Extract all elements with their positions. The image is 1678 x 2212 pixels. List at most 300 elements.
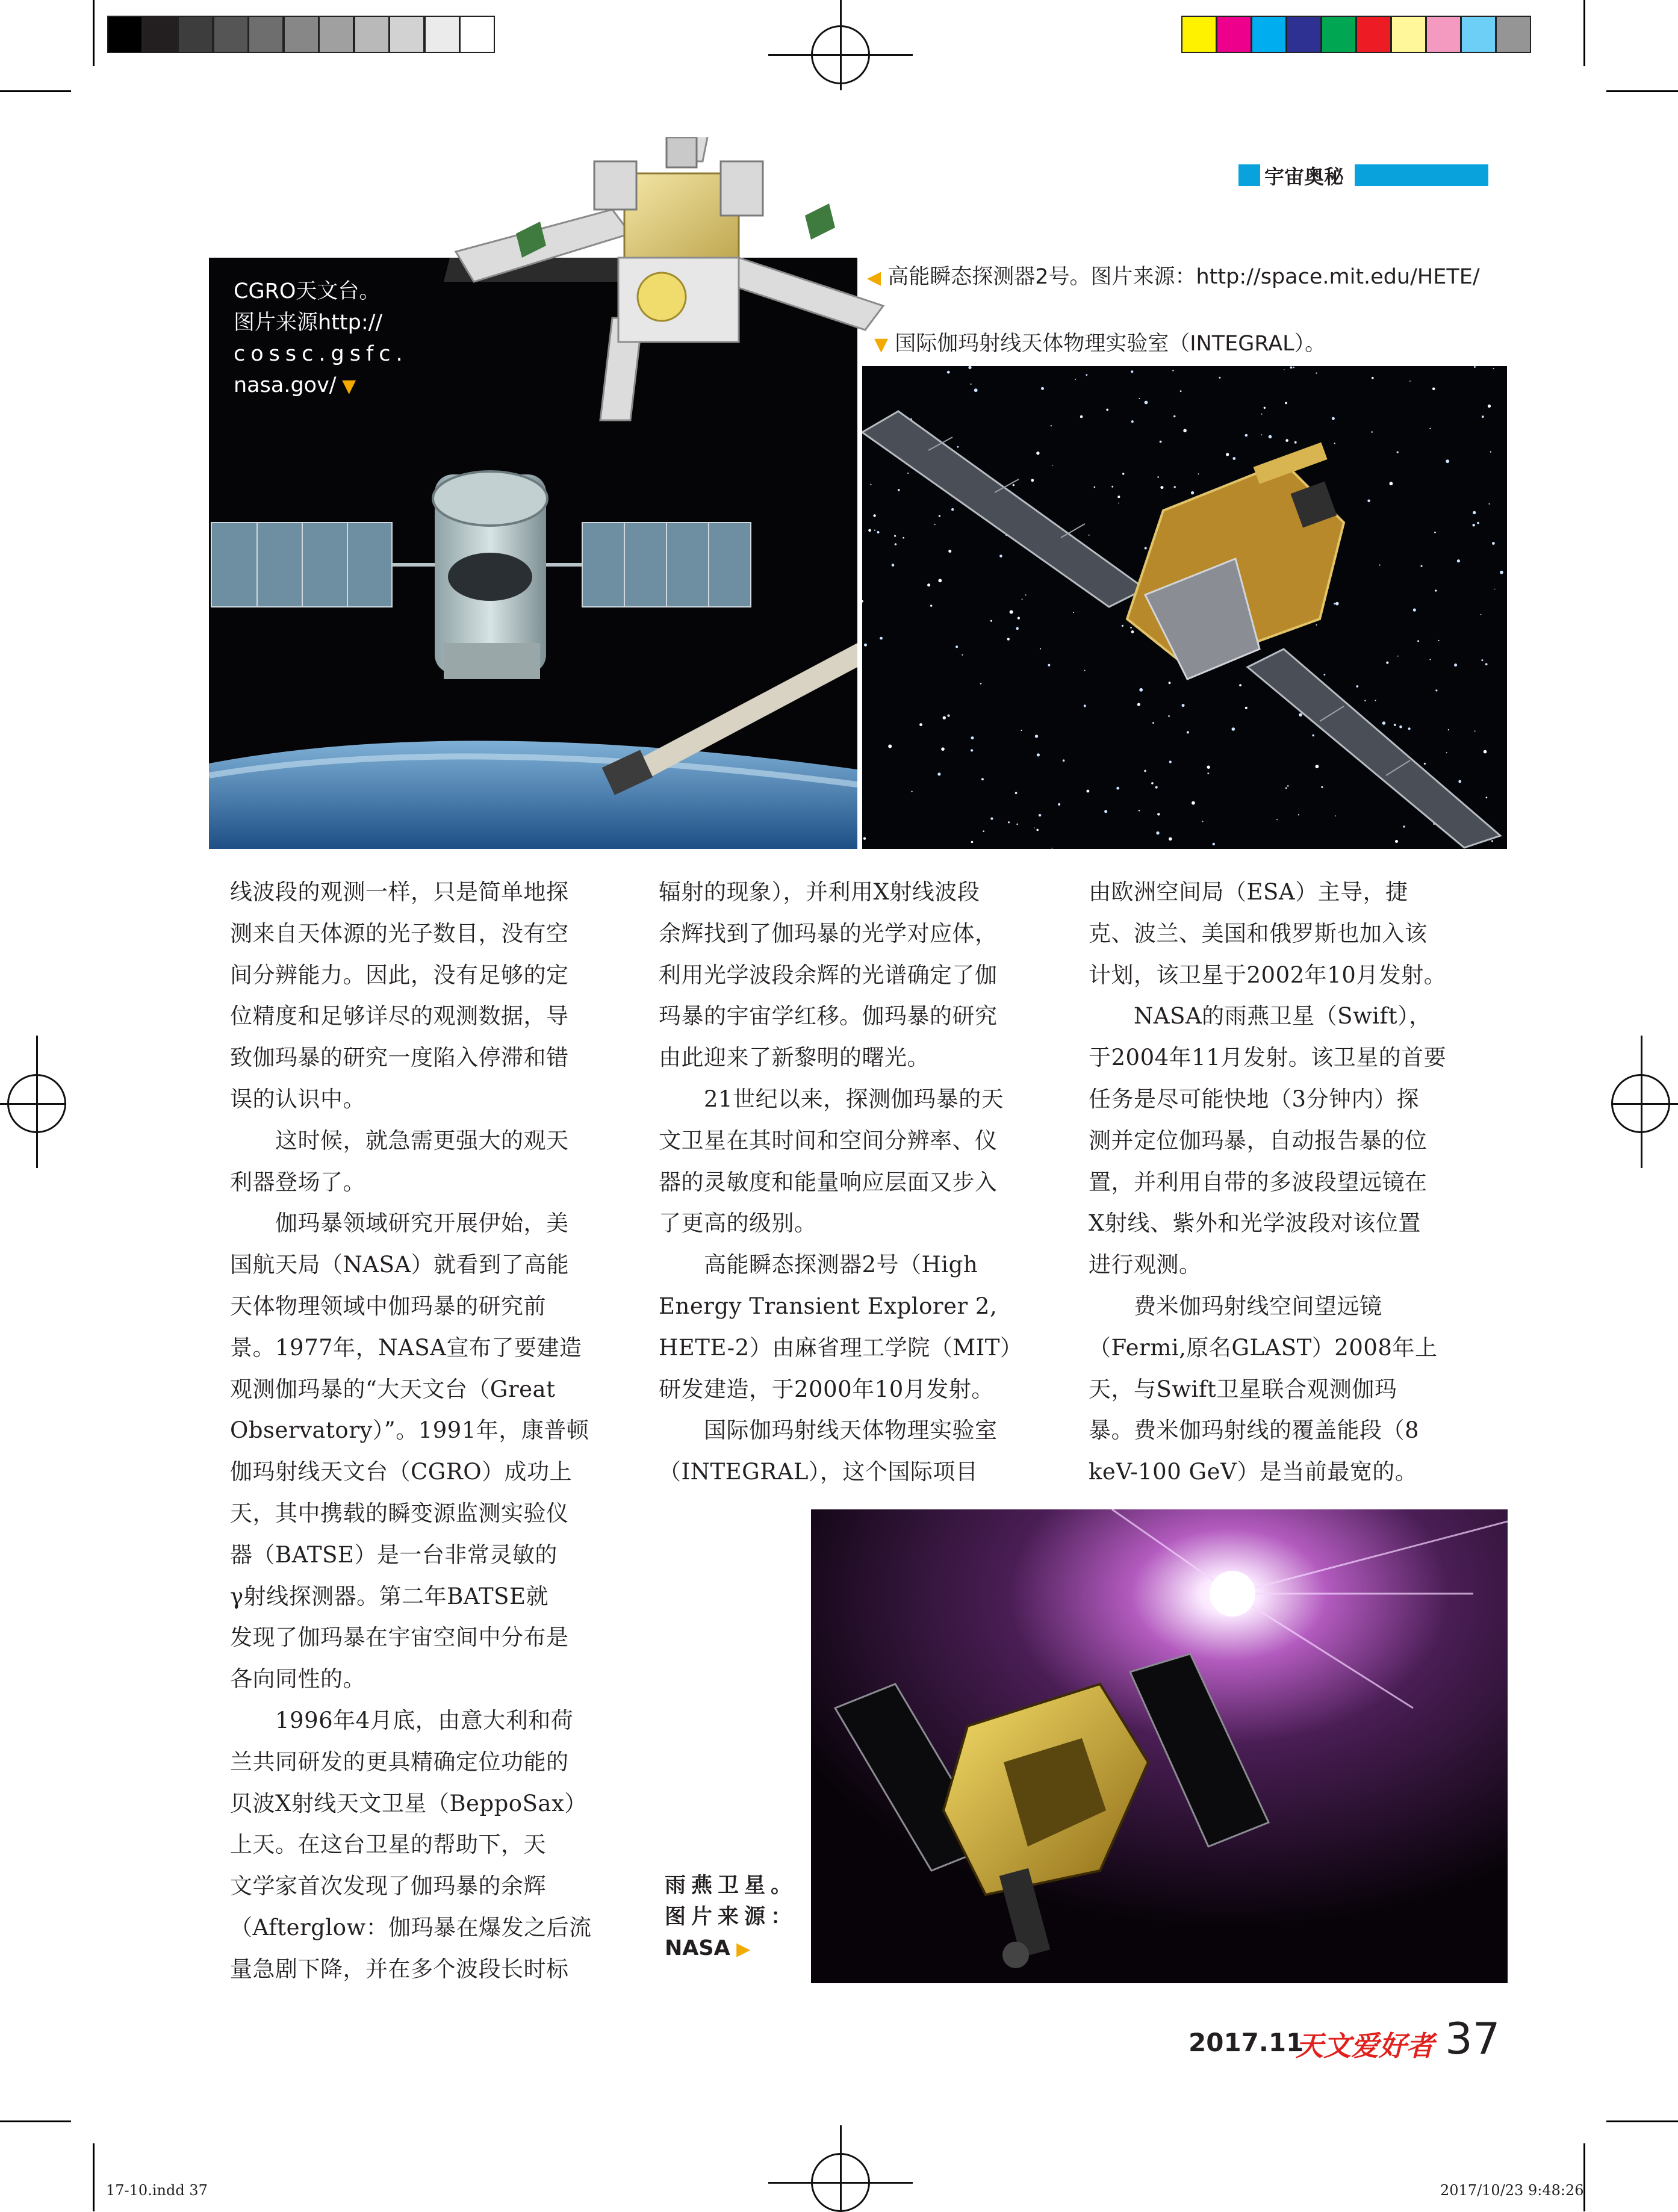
star [1226, 453, 1229, 456]
body-text-line: 位精度和足够详尽的观测数据，导 [230, 1003, 569, 1030]
star [1284, 369, 1285, 370]
star [1394, 724, 1396, 726]
star [1446, 459, 1449, 463]
star [1321, 786, 1323, 788]
hete2-render [450, 137, 895, 450]
star [1492, 542, 1495, 545]
body-text-line: 天，其中携载的瞬变源监测实验仪 [230, 1500, 569, 1526]
body-text-line: 研发建造，于2000年10月发射。 [659, 1376, 994, 1402]
body-text-line: X射线、紫外和光学波段对该位置 [1089, 1210, 1421, 1237]
swift-caption [665, 1870, 797, 1965]
section-tag-square [1238, 164, 1260, 186]
star [1080, 415, 1083, 418]
star [1075, 379, 1076, 380]
body-text-line: 天，与Swift卫星联合观测伽玛 [1089, 1376, 1397, 1402]
body-text-line: γ射线探测器。第二年BATSE就 [230, 1583, 549, 1609]
gray-swatch [319, 16, 354, 53]
star [1312, 735, 1314, 737]
body-text-line: 于2004年11月发射。该卫星的首要 [1089, 1045, 1447, 1071]
star [1016, 824, 1018, 825]
star [1117, 496, 1120, 498]
star [1494, 589, 1496, 590]
star [971, 841, 974, 843]
star [1485, 663, 1488, 665]
body-text-line: Energy Transient Explorer 2, [659, 1293, 998, 1319]
body-text-line: 量急剧下降，并在多个波段长时标 [230, 1956, 569, 1982]
star [1403, 825, 1405, 827]
star [1285, 788, 1287, 789]
star [1151, 782, 1154, 784]
body-text-line: 这时候，就急需更强大的观天 [230, 1127, 569, 1154]
star [1145, 547, 1147, 550]
star [1261, 434, 1263, 435]
body-text-line: 上天。在这台卫星的帮助下，天 [230, 1831, 546, 1858]
star [868, 529, 871, 532]
star [1438, 640, 1440, 641]
star [962, 654, 963, 656]
right-triangle-icon: ▶ [730, 1939, 751, 1960]
star [1160, 486, 1163, 489]
star [1169, 760, 1172, 763]
body-text-line: （Fermi,原名GLAST）2008年上 [1089, 1334, 1438, 1361]
star [1192, 801, 1195, 805]
star [892, 564, 895, 567]
color-swatch [1216, 16, 1252, 53]
star [1073, 612, 1074, 613]
body-column-3 [1089, 872, 1486, 1493]
star [1039, 814, 1041, 816]
star [934, 524, 936, 525]
body-text-line: NASA的雨燕卫星（Swift）， [1089, 1003, 1432, 1030]
star [1018, 617, 1020, 620]
star [1131, 370, 1133, 373]
section-tag-bar [1355, 164, 1488, 186]
star [1454, 663, 1457, 666]
star [874, 530, 875, 531]
star [1015, 792, 1018, 794]
star [1180, 390, 1182, 392]
star [1334, 443, 1335, 444]
star [1484, 750, 1487, 754]
star [971, 749, 973, 751]
star [1285, 439, 1288, 442]
star [1157, 813, 1160, 815]
body-text-line: 克、波兰、美国和俄罗斯也加入该 [1089, 920, 1428, 946]
star [1293, 367, 1294, 368]
print-timestamp: 2017/10/23 9:48:26 [1440, 2182, 1584, 2199]
star [1434, 532, 1436, 533]
body-text-line: 计划，该卫星于2002年10月发射。 [1089, 962, 1447, 988]
body-text-line: 由欧洲空间局（ESA）主导，捷 [1089, 879, 1408, 905]
body-text-line: 利用光学波段余辉的光谱确定了伽 [659, 962, 998, 988]
body-text-line: （Afterglow：伽玛暴在爆发之后流 [230, 1914, 592, 1940]
star [895, 543, 897, 545]
left-triangle-icon: ◀ [867, 267, 881, 288]
star [1035, 735, 1038, 738]
star [1040, 648, 1041, 649]
star [864, 644, 867, 647]
body-text-line: 兰共同研发的更具精确定位功能的 [230, 1748, 569, 1775]
body-text-line: 器（BATSE）是一台非常灵敏的 [230, 1541, 558, 1568]
star [1472, 524, 1475, 527]
star [1084, 670, 1086, 671]
star [1174, 486, 1176, 488]
star [938, 579, 942, 582]
star [974, 388, 978, 392]
star [1213, 843, 1215, 845]
star [919, 723, 922, 726]
star [1245, 434, 1248, 437]
body-text-line: （INTEGRAL），这个国际项目 [659, 1459, 978, 1485]
color-swatch [1251, 16, 1287, 53]
star [1409, 381, 1411, 382]
down-triangle-icon: ▼ [874, 334, 889, 355]
star [1139, 398, 1140, 399]
star [1488, 405, 1491, 408]
body-text-line: HETE-2）由麻省理工学院（MIT） [659, 1334, 1023, 1361]
star [1264, 407, 1266, 409]
star [1037, 753, 1040, 756]
body-text-line: 天体物理领域中伽玛暴的研究前 [230, 1293, 546, 1319]
star [1232, 457, 1235, 460]
star [1034, 827, 1035, 828]
star [971, 736, 974, 739]
star [981, 778, 984, 780]
star [898, 489, 900, 491]
star [1016, 627, 1019, 630]
body-text-line: 费米伽玛射线空间望远镜 [1089, 1293, 1382, 1319]
cgro-caption-line: cossc.gsfc. [234, 342, 408, 366]
star [1152, 722, 1154, 724]
star [1052, 848, 1053, 849]
cgro-caption [234, 276, 408, 402]
star [1332, 417, 1335, 420]
star [951, 508, 954, 511]
star [1048, 664, 1050, 666]
gray-swatch [178, 16, 213, 53]
star [1187, 731, 1189, 733]
star [903, 537, 904, 539]
star [1299, 713, 1302, 717]
swift-caption-line: NASA ▶ [665, 1936, 751, 1960]
body-text-line: 文卫星在其时间和空间分辨率、仪 [659, 1127, 998, 1154]
star [1395, 840, 1398, 843]
star [1490, 451, 1491, 452]
star [980, 683, 982, 685]
star [1334, 603, 1335, 604]
star [1094, 486, 1096, 488]
star [1130, 627, 1132, 629]
star [1169, 837, 1172, 841]
body-text-line: 暴。费米伽玛射线的覆盖能段（8 [1089, 1417, 1420, 1444]
star [870, 484, 871, 485]
body-text-line: 测来自天体源的光子数目，没有空 [230, 920, 569, 946]
star [1008, 821, 1010, 823]
color-swatch [1426, 16, 1461, 53]
star [1269, 435, 1272, 439]
star [1118, 503, 1119, 504]
gray-swatch [389, 16, 424, 53]
star [1386, 662, 1388, 664]
star [1182, 704, 1185, 707]
star [1010, 610, 1013, 614]
star [1390, 482, 1393, 485]
color-swatch [1321, 16, 1356, 53]
star [1139, 810, 1140, 811]
body-text-line: keV-100 GeV）是当前最宽的。 [1089, 1459, 1418, 1485]
star [1021, 730, 1022, 731]
star [1493, 368, 1494, 369]
star [1036, 829, 1039, 831]
star [1424, 763, 1426, 765]
swift-caption-line: 雨燕卫星。 [665, 1874, 798, 1898]
issue-date: 2017.11 [1189, 2028, 1304, 2057]
body-text-line: 任务是尽可能快地（3分钟内）探 [1089, 1086, 1420, 1112]
star [1482, 415, 1484, 418]
body-text-line: 线波段的观测一样，只是简单地探 [230, 879, 569, 905]
star [912, 791, 913, 792]
integral-photo [862, 366, 1507, 849]
star [1191, 491, 1194, 494]
body-text-line: 1996年4月底，由意大利和荷 [230, 1707, 574, 1733]
star [1285, 402, 1287, 405]
star [948, 550, 951, 553]
star [1058, 803, 1060, 806]
body-text-line: 进行观测。 [1089, 1252, 1202, 1278]
star [1367, 500, 1370, 503]
star [1036, 452, 1039, 455]
star [1356, 685, 1358, 688]
color-swatch [1356, 16, 1391, 53]
star [1458, 780, 1461, 783]
color-swatch [1286, 16, 1322, 53]
star [1473, 511, 1476, 514]
star [1007, 638, 1010, 641]
star [1063, 759, 1065, 762]
star [1324, 674, 1326, 676]
star [873, 514, 875, 517]
star [1239, 684, 1241, 686]
body-text-line: Observatory）”。1991年，康普顿 [230, 1417, 589, 1444]
body-text-line: 由此迎来了新黎明的曙光。 [659, 1045, 930, 1071]
star [1013, 484, 1015, 486]
star [1084, 704, 1086, 707]
star [1168, 715, 1170, 717]
star [1481, 659, 1483, 661]
body-text-line: 发现了伽玛暴在宇宙空间中分布是 [230, 1624, 569, 1651]
star [1399, 725, 1402, 729]
star [1156, 831, 1159, 834]
star [947, 715, 949, 717]
star [877, 531, 879, 533]
star [1104, 810, 1107, 813]
star [1287, 785, 1289, 787]
star [1488, 503, 1490, 505]
star [1382, 721, 1386, 725]
body-text-line: 伽玛暴领域研究开展伊始，美 [230, 1210, 569, 1237]
star [888, 745, 892, 748]
star [956, 645, 958, 648]
page-number: 37 [1445, 2013, 1500, 2064]
star [1429, 428, 1431, 429]
hete-caption: ◀ 高能瞬态探测器2号。图片来源：http://space.mit.edu/HETE/ [867, 265, 1480, 289]
star [1219, 377, 1220, 379]
star [1420, 565, 1422, 567]
star [1397, 656, 1399, 657]
star [1294, 441, 1297, 444]
star [1169, 682, 1171, 684]
star [1160, 441, 1162, 443]
star [1429, 659, 1431, 660]
star [1155, 786, 1158, 789]
color-swatch [1181, 16, 1217, 53]
body-text-line: 利器登场了。 [230, 1169, 365, 1195]
body-text-line: 辐射的现象），并利用X射线波段 [659, 879, 980, 905]
star [941, 747, 945, 751]
star [1139, 688, 1143, 692]
star [1474, 366, 1476, 368]
star [1477, 522, 1479, 524]
body-text-line: 余辉找到了伽玛暴的光学对应体， [659, 920, 998, 946]
star [1435, 589, 1437, 591]
star [1364, 700, 1366, 701]
star [1031, 479, 1034, 482]
star [1316, 624, 1317, 626]
star [1500, 571, 1503, 574]
star [1131, 630, 1134, 633]
star [927, 583, 930, 586]
down-triangle-icon: ▼ [336, 376, 356, 397]
star [1372, 431, 1373, 432]
body-text-line: 国际伽玛射线天体物理实验室 [659, 1417, 998, 1444]
star [990, 818, 993, 820]
gray-swatch [107, 16, 143, 53]
section-tag: 宇宙奥秘 [1264, 165, 1344, 188]
body-column-1 [230, 872, 627, 1990]
star [947, 371, 950, 374]
star [1086, 374, 1087, 376]
color-swatch [1496, 16, 1531, 53]
star [1290, 367, 1293, 369]
star [1173, 415, 1176, 418]
star [1116, 787, 1119, 790]
star [1144, 770, 1146, 772]
star [1122, 625, 1123, 627]
star [1491, 840, 1493, 842]
star [971, 384, 972, 385]
star [1316, 765, 1319, 768]
star [990, 620, 992, 622]
file-slug: 17-10.indd 37 [106, 2182, 208, 2199]
swift-caption-line: 图片来源： [665, 1905, 798, 1929]
star [1089, 535, 1090, 536]
star [1183, 429, 1187, 432]
color-swatch [1461, 16, 1496, 53]
star [1022, 598, 1023, 600]
star [1372, 377, 1374, 379]
star [1131, 420, 1134, 423]
star [1145, 401, 1148, 405]
star [1261, 414, 1263, 415]
star [1316, 373, 1317, 374]
gray-swatch [354, 16, 390, 53]
body-text-line: 测并定位伽玛暴，自动报告暴的位 [1089, 1127, 1428, 1154]
star [1202, 821, 1204, 822]
body-text-line: 了更高的级别。 [659, 1210, 817, 1237]
star [1111, 486, 1113, 488]
star [1245, 707, 1248, 709]
star [1276, 819, 1278, 820]
body-text-line: 观测伽玛暴的“大天文台（Great [230, 1376, 556, 1402]
star [1198, 473, 1199, 474]
star [930, 604, 932, 606]
star [939, 515, 940, 517]
star [1172, 370, 1173, 371]
star [1052, 465, 1054, 466]
body-text-line: 贝波X射线天文卫星（BeppoSax） [230, 1790, 587, 1816]
star [1432, 388, 1435, 391]
gray-swatch [459, 16, 495, 53]
gray-swatch [143, 16, 178, 53]
star [1448, 729, 1449, 730]
star [1041, 387, 1044, 390]
body-text-line: 玛暴的宇宙学红移。伽玛暴的研究 [659, 1003, 998, 1030]
body-text-line: 高能瞬态探测器2号（High [659, 1252, 978, 1278]
star [1106, 409, 1108, 411]
star [1335, 815, 1336, 816]
star [1457, 559, 1460, 562]
star [1413, 609, 1416, 612]
star [1375, 700, 1376, 701]
body-column-2 [659, 872, 1056, 1493]
color-swatch [1391, 16, 1426, 53]
star [1408, 727, 1411, 730]
cgro-caption-line: 图片来源http:// [234, 311, 383, 335]
star [863, 837, 866, 840]
star [1481, 614, 1482, 615]
body-text-line: 器的灵敏度和能量响应层面又步入 [659, 1169, 998, 1195]
star [907, 473, 909, 474]
star [1379, 565, 1381, 566]
body-text-line: 各向同性的。 [230, 1666, 365, 1692]
star [880, 637, 883, 640]
star [1298, 814, 1299, 815]
star [1397, 452, 1399, 453]
body-text-line: 文学家首次发现了伽玛暴的余辉 [230, 1873, 546, 1900]
body-text-line: 误的认识中。 [230, 1086, 365, 1112]
star [1232, 727, 1235, 731]
star [1474, 730, 1476, 732]
gray-swatch [248, 16, 284, 53]
star [999, 555, 1002, 558]
star [943, 716, 946, 719]
star [1025, 594, 1027, 595]
star [1486, 797, 1488, 798]
star [1207, 772, 1209, 774]
cgro-caption-line: nasa.gov/ ▼ [234, 373, 356, 397]
star [1122, 473, 1124, 474]
star [1051, 425, 1052, 426]
gray-swatch [284, 16, 319, 53]
body-text-line: 致伽玛暴的研究一度陷入停滞和错 [230, 1045, 569, 1071]
star [894, 535, 896, 537]
star [937, 772, 940, 775]
body-text-line: 置，并利用自带的多波段望远镜在 [1089, 1169, 1428, 1195]
star [1435, 689, 1437, 691]
body-text-line: 21世纪以来，探测伽玛暴的天 [659, 1086, 1004, 1112]
star [983, 830, 984, 832]
body-text-line: 国航天局（NASA）就看到了高能 [230, 1252, 570, 1278]
